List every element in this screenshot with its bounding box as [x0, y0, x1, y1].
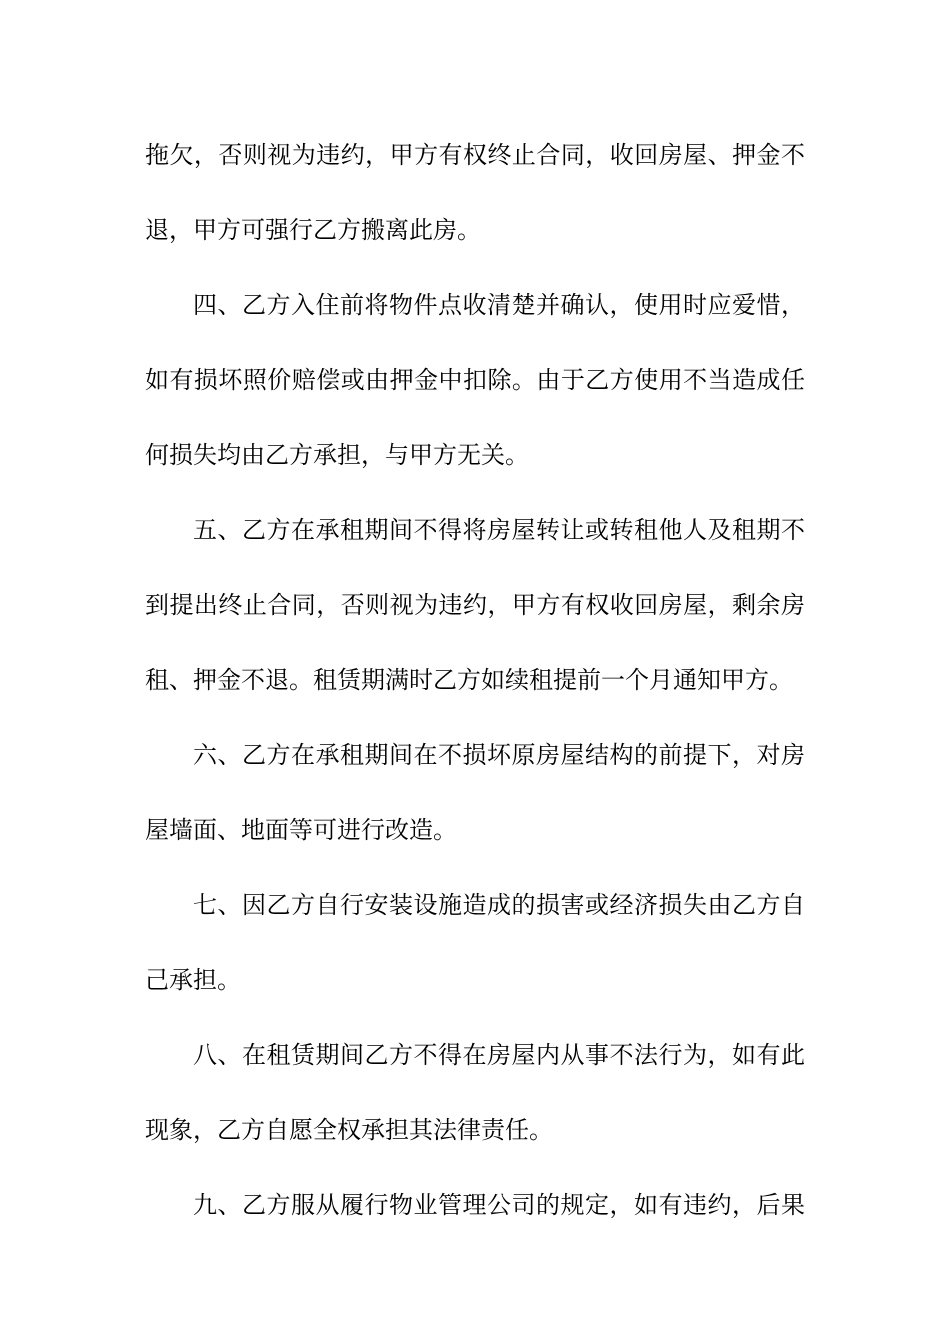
- text-line-11: 七、因乙方自行安装设施造成的损害或经济损失由乙方自: [193, 891, 805, 919]
- text-line-7: 到提出终止合同，否则视为违约，甲方有权收回房屋，剩余房: [145, 591, 805, 619]
- text-line-9: 六、乙方在承租期间在不损坏原房屋结构的前提下，对房: [193, 741, 805, 769]
- text-line-10: 屋墙面、地面等可进行改造。: [145, 816, 457, 844]
- text-line-8: 租、押金不退。租赁期满时乙方如续租提前一个月通知甲方。: [145, 666, 793, 694]
- text-line-2: 退，甲方可强行乙方搬离此房。: [145, 216, 481, 244]
- text-line-3: 四、乙方入住前将物件点收清楚并确认，使用时应爱惜，: [193, 291, 805, 319]
- text-line-6: 五、乙方在承租期间不得将房屋转让或转租他人及租期不: [193, 516, 805, 544]
- contract-text: [145, 118, 805, 1243]
- text-line-1: 拖欠，否则视为违约，甲方有权终止合同，收回房屋、押金不: [145, 141, 805, 169]
- text-line-13: 八、在租赁期间乙方不得在房屋内从事不法行为，如有此: [193, 1041, 805, 1069]
- text-line-4: 如有损坏照价赔偿或由押金中扣除。由于乙方使用不当造成任: [145, 366, 805, 394]
- text-line-14: 现象，乙方自愿全权承担其法律责任。: [145, 1116, 553, 1144]
- text-line-5: 何损失均由乙方承担，与甲方无关。: [145, 441, 529, 469]
- text-line-12: 己承担。: [145, 966, 241, 994]
- text-line-15: 九、乙方服从履行物业管理公司的规定，如有违约，后果: [193, 1191, 805, 1219]
